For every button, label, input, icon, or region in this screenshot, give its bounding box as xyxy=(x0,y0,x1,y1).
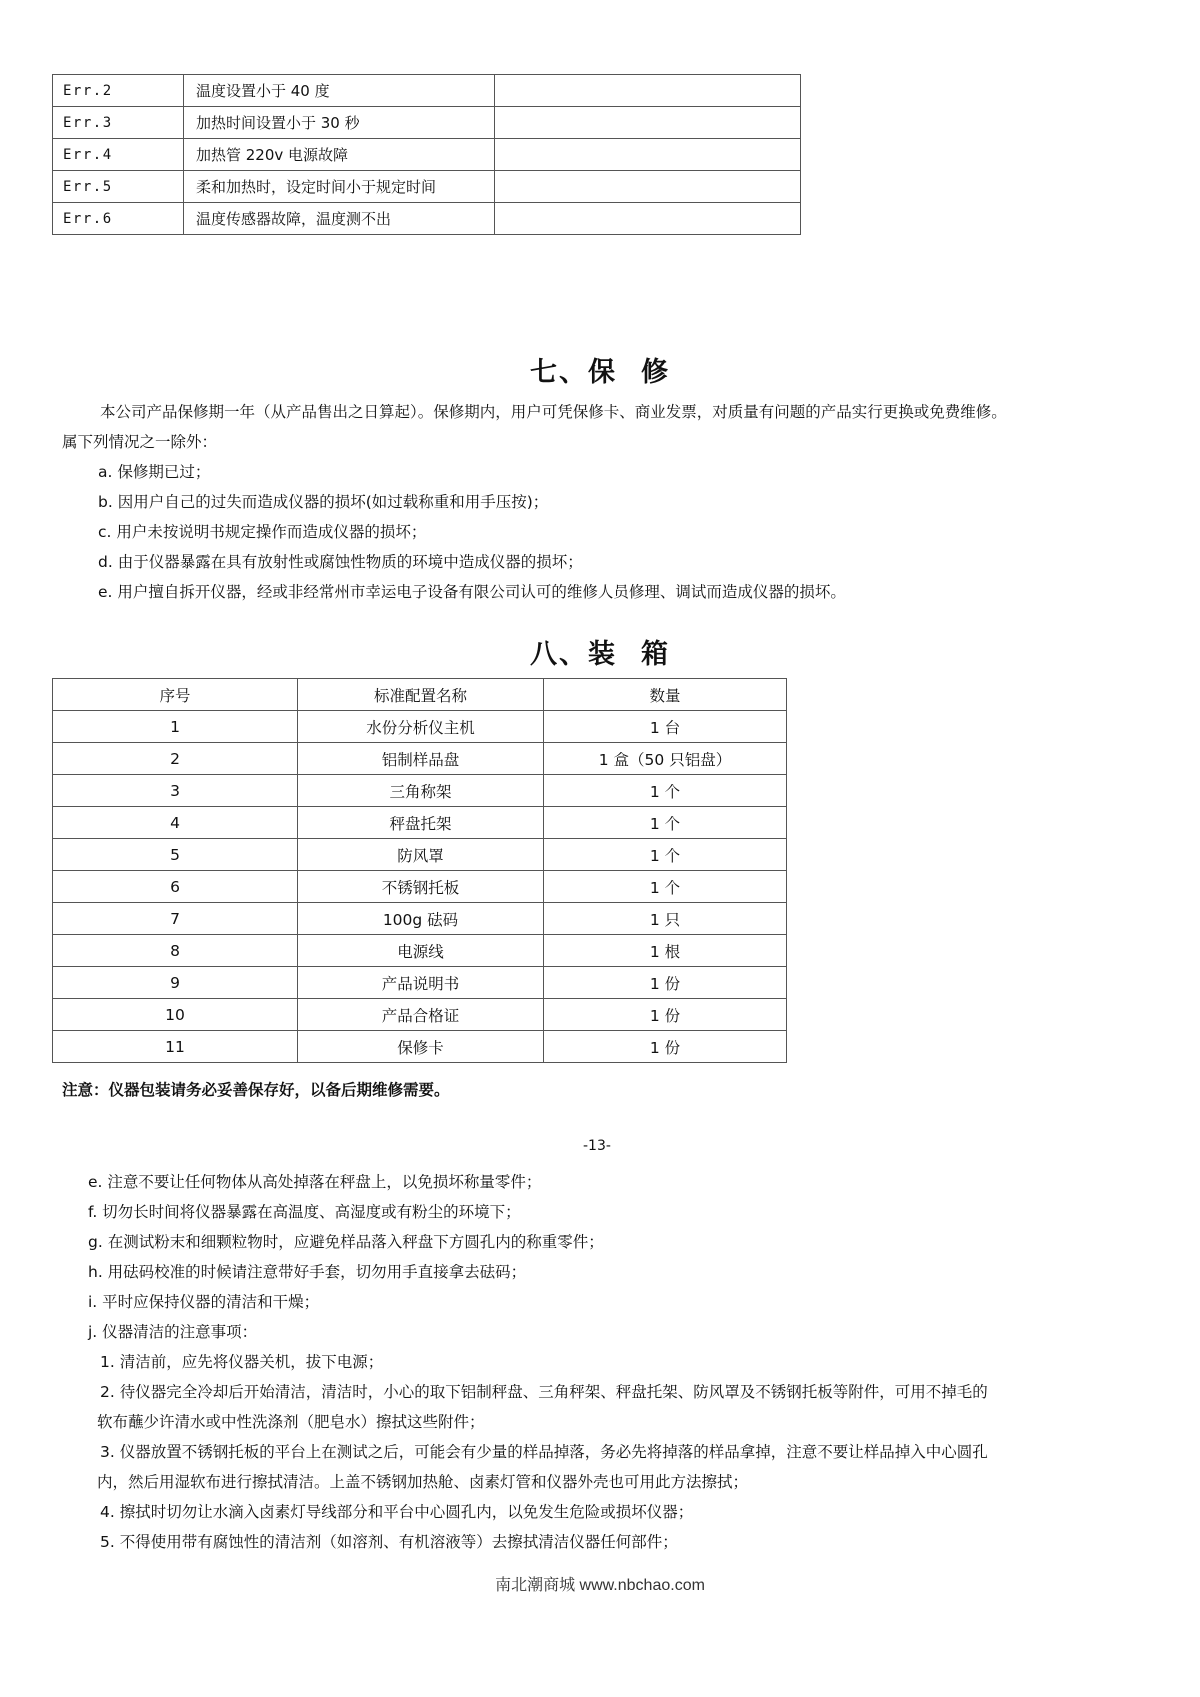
exception-item: b. 因用户自己的过失而造成仪器的损坏(如过载称重和用手压按)； xyxy=(98,493,549,511)
error-code: Err.3 xyxy=(53,107,184,139)
item-name: 铝制样品盘 xyxy=(298,743,544,775)
error-code: Err.2 xyxy=(53,75,184,107)
row-index: 5 xyxy=(53,839,298,871)
item-name: 防风罩 xyxy=(298,839,544,871)
table-row xyxy=(53,807,787,839)
packing-list-table xyxy=(52,678,787,1063)
table-row xyxy=(53,967,787,999)
exception-item: c. 用户未按说明书规定操作而造成仪器的损坏； xyxy=(98,523,427,541)
item-quantity: 1 份 xyxy=(544,999,787,1031)
cleaning-item: 5. 不得使用带有腐蚀性的清洁剂（如溶剂、有机溶液等）去擦拭清洁仪器任何部件； xyxy=(100,1533,678,1551)
table-row xyxy=(53,743,787,775)
table-row xyxy=(53,139,801,171)
table-row xyxy=(53,171,801,203)
cleaning-item-continuation: 软布蘸少许清水或中性洗涤剂（肥皂水）擦拭这些附件； xyxy=(97,1413,485,1431)
packing-heading: 八、装 箱 xyxy=(530,639,670,670)
item-name: 产品合格证 xyxy=(298,999,544,1031)
item-name: 电源线 xyxy=(298,935,544,967)
cleaning-item: 2. 待仪器完全冷却后开始清洁，清洁时，小心的取下铝制秤盘、三角秤架、秤盘托架、防风罩及不锈钢托板等附件，可用不掉毛的 xyxy=(100,1383,988,1401)
item-quantity: 1 份 xyxy=(544,1031,787,1063)
error-remark xyxy=(495,171,801,203)
item-quantity: 1 台 xyxy=(544,711,787,743)
error-remark xyxy=(495,107,801,139)
error-description: 温度设置小于 40 度 xyxy=(184,75,495,107)
row-index: 11 xyxy=(53,1031,298,1063)
row-index: 2 xyxy=(53,743,298,775)
maintenance-item: j. 仪器清洁的注意事项： xyxy=(88,1323,258,1341)
item-quantity: 1 个 xyxy=(544,871,787,903)
maintenance-item: i. 平时应保持仪器的清洁和干燥； xyxy=(88,1293,320,1311)
header-item-name: 标准配置名称 xyxy=(298,679,544,711)
exception-item: d. 由于仪器暴露在具有放射性或腐蚀性物质的环境中造成仪器的损坏； xyxy=(98,553,583,571)
item-name: 100g 砝码 xyxy=(298,903,544,935)
warranty-intro-line1: 本公司产品保修期一年（从产品售出之日算起）。保修期内，用户可凭保修卡、商业发票，对质量有问题的产品实行更换或免费维修。 xyxy=(100,403,1007,421)
cleaning-list xyxy=(88,1347,988,1557)
header-quantity: 数量 xyxy=(544,679,787,711)
error-description: 温度传感器故障，温度测不出 xyxy=(184,203,495,235)
table-row xyxy=(53,935,787,967)
error-code: Err.4 xyxy=(53,139,184,171)
item-quantity: 1 根 xyxy=(544,935,787,967)
table-row xyxy=(53,1031,787,1063)
row-index: 6 xyxy=(53,871,298,903)
error-code: Err.5 xyxy=(53,171,184,203)
table-row xyxy=(53,775,787,807)
table-row xyxy=(53,903,787,935)
maintenance-item: f. 切勿长时间将仪器暴露在高温度、高湿度或有粉尘的环境下； xyxy=(88,1203,521,1221)
error-remark xyxy=(495,203,801,235)
table-header-row xyxy=(53,679,787,711)
maintenance-item: e. 注意不要让任何物体从高处掉落在秤盘上，以免损坏称量零件； xyxy=(88,1173,542,1191)
cleaning-item: 1. 清洁前，应先将仪器关机，拔下电源； xyxy=(100,1353,384,1371)
cleaning-item-continuation: 内，然后用湿软布进行擦拭清洁。上盖不锈钢加热舱、卤素灯管和仪器外壳也可用此方法擦拭； xyxy=(97,1473,749,1491)
table-row xyxy=(53,107,801,139)
packing-note: 注意：仪器包装请务必妥善保存好，以备后期维修需要。 xyxy=(62,1081,450,1099)
item-quantity: 1 个 xyxy=(544,839,787,871)
error-description: 加热管 220v 电源故障 xyxy=(184,139,495,171)
item-quantity: 1 个 xyxy=(544,775,787,807)
error-code-table xyxy=(52,74,801,235)
maintenance-item: h. 用砝码校准的时候请注意带好手套，切勿用手直接拿去砝码； xyxy=(88,1263,527,1281)
exception-item: e. 用户擅自拆开仪器，经或非经常州市幸运电子设备有限公司认可的维修人员修理、调试而造成仪器的损坏。 xyxy=(98,583,846,601)
row-index: 3 xyxy=(53,775,298,807)
item-name: 保修卡 xyxy=(298,1031,544,1063)
page-number: -13- xyxy=(583,1138,611,1154)
footer-watermark: 南北潮商城 www.nbchao.com xyxy=(495,1577,705,1594)
item-quantity: 1 个 xyxy=(544,807,787,839)
row-index: 1 xyxy=(53,711,298,743)
error-code: Err.6 xyxy=(53,203,184,235)
warranty-intro-line2: 属下列情况之一除外： xyxy=(62,433,218,451)
row-index: 7 xyxy=(53,903,298,935)
table-row xyxy=(53,75,801,107)
table-row xyxy=(53,999,787,1031)
maintenance-list xyxy=(88,1167,604,1347)
item-quantity: 1 份 xyxy=(544,967,787,999)
item-name: 三角称架 xyxy=(298,775,544,807)
warranty-exceptions-list xyxy=(98,457,846,607)
table-row xyxy=(53,711,787,743)
table-row xyxy=(53,839,787,871)
row-index: 10 xyxy=(53,999,298,1031)
item-name: 不锈钢托板 xyxy=(298,871,544,903)
maintenance-item: g. 在测试粉末和细颗粒物时，应避免样品落入秤盘下方圆孔内的称重零件； xyxy=(88,1233,604,1251)
error-remark xyxy=(495,75,801,107)
item-name: 水份分析仪主机 xyxy=(298,711,544,743)
table-row xyxy=(53,203,801,235)
item-name: 产品说明书 xyxy=(298,967,544,999)
exception-item: a. 保修期已过； xyxy=(98,463,211,481)
item-name: 秤盘托架 xyxy=(298,807,544,839)
header-index: 序号 xyxy=(53,679,298,711)
error-remark xyxy=(495,139,801,171)
table-row xyxy=(53,871,787,903)
row-index: 8 xyxy=(53,935,298,967)
item-quantity: 1 盒（50 只铝盘） xyxy=(544,743,787,775)
error-description: 柔和加热时，设定时间小于规定时间 xyxy=(184,171,495,203)
warranty-heading: 七、保 修 xyxy=(530,357,670,388)
cleaning-item: 4. 擦拭时切勿让水滴入卤素灯导线部分和平台中心圆孔内，以免发生危险或损坏仪器； xyxy=(100,1503,694,1521)
row-index: 4 xyxy=(53,807,298,839)
row-index: 9 xyxy=(53,967,298,999)
error-description: 加热时间设置小于 30 秒 xyxy=(184,107,495,139)
cleaning-item: 3. 仪器放置不锈钢托板的平台上在测试之后，可能会有少量的样品掉落，务必先将掉落的样品拿掉，注意不要让样品掉入中心圆孔 xyxy=(100,1443,988,1461)
item-quantity: 1 只 xyxy=(544,903,787,935)
